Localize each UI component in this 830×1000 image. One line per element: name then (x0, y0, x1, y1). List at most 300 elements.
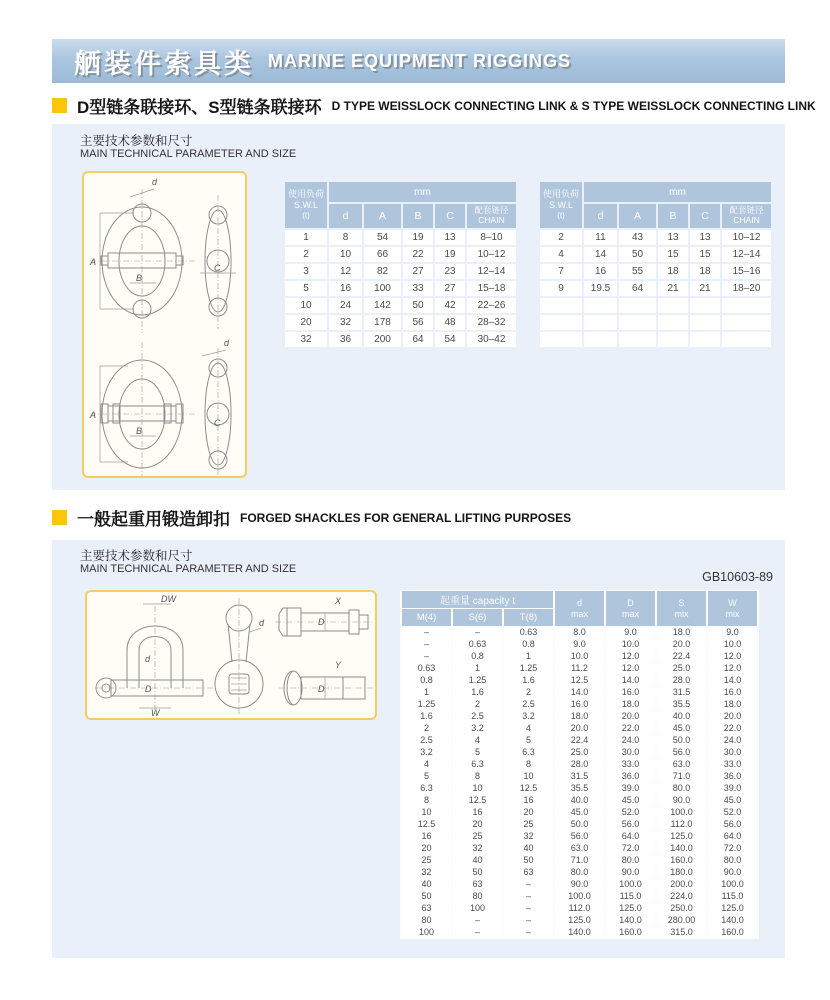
table-cell: 200 (364, 332, 401, 347)
table-row (402, 891, 757, 902)
dim-label-A: A (90, 257, 97, 267)
table-cell: 6.3 (453, 759, 502, 770)
table-row (402, 675, 757, 686)
table-cell: 45.0 (708, 795, 757, 806)
mm-group-header: mm (329, 182, 516, 202)
table-cell: 54 (364, 230, 401, 245)
table-cell: – (453, 627, 502, 638)
table-cell: 66 (364, 247, 401, 262)
table-cell: 10.0 (555, 651, 604, 662)
table-cell: 14.0 (708, 675, 757, 686)
table-cell: 35.5 (657, 699, 706, 710)
table-cell (690, 315, 720, 330)
table-cell: 100.0 (555, 891, 604, 902)
table-cell: 315.0 (657, 927, 706, 938)
table-row (402, 747, 757, 758)
table-cell: 12.0 (606, 651, 655, 662)
table-row (402, 867, 757, 878)
table-row (285, 264, 516, 279)
table-cell: 8.0 (555, 627, 604, 638)
param-label-en: MAIN TECHNICAL PARAMETER AND SIZE (80, 563, 297, 575)
col-header-A: A (619, 204, 656, 228)
table-cell: 5 (453, 747, 502, 758)
table-cell: 250.0 (657, 903, 706, 914)
table-cell: 28.0 (657, 675, 706, 686)
table-cell: 0.63 (402, 663, 451, 674)
table-row (402, 855, 757, 866)
swl-zh: 使用负荷 (542, 189, 579, 200)
table-cell: 4 (540, 247, 582, 262)
table-cell: 13 (658, 230, 688, 245)
table-cell (619, 332, 656, 347)
table-cell (690, 332, 720, 347)
table-row (540, 332, 771, 347)
table-cell: 80 (402, 915, 451, 926)
table-cell (540, 298, 582, 313)
table-cell: 2 (285, 247, 327, 262)
table-row (402, 903, 757, 914)
table-cell: 45.0 (555, 807, 604, 818)
table-cell: 140.0 (708, 915, 757, 926)
table-cell: 10 (329, 247, 362, 262)
table-cell: 8 (504, 759, 553, 770)
table-cell: 6.3 (504, 747, 553, 758)
table-cell: 39.0 (606, 783, 655, 794)
table-cell: 32 (285, 332, 327, 347)
table-cell: 14.0 (555, 687, 604, 698)
table-row (402, 807, 757, 818)
table-cell: 125.0 (555, 915, 604, 926)
table-cell: 33.0 (708, 759, 757, 770)
table-cell: 12.0 (708, 663, 757, 674)
section1-panel (52, 124, 785, 490)
dim-label-B2: B (136, 426, 143, 436)
table-cell: 20 (453, 819, 502, 830)
table-cell (540, 332, 582, 347)
swl-unit: (t) (557, 211, 565, 220)
table-cell: – (453, 927, 502, 938)
swl-en: S.W.L (293, 200, 318, 211)
chain-zh: 配套链径 (474, 205, 509, 216)
table-cell: 16.0 (606, 687, 655, 698)
table-cell: 25 (453, 831, 502, 842)
table-cell: 140.0 (606, 915, 655, 926)
table-cell: 18 (658, 264, 688, 279)
table-cell: 11 (584, 230, 617, 245)
table-row (402, 927, 757, 938)
table-row (285, 281, 516, 296)
table-cell: 80.0 (555, 867, 604, 878)
table-cell: 5 (504, 735, 553, 746)
table-cell: 31.5 (555, 771, 604, 782)
d-type-link-table (283, 180, 518, 349)
dim-label-d2: d (259, 618, 265, 628)
col-header-d-max: d max (555, 591, 604, 626)
table-cell: 52.0 (708, 807, 757, 818)
table-cell: 12.5 (402, 819, 451, 830)
table-cell: 31.5 (657, 687, 706, 698)
table-cell: 2.5 (504, 699, 553, 710)
table-cell: 72.0 (606, 843, 655, 854)
capacity-group-header: 起重量 capacity t (402, 591, 553, 608)
table-cell: 180.0 (657, 867, 706, 878)
table-cell (722, 315, 771, 330)
table-cell: 160.0 (657, 855, 706, 866)
table-cell: 224.0 (657, 891, 706, 902)
swl-header (540, 182, 582, 228)
table-cell: 18.0 (708, 699, 757, 710)
table-cell (584, 332, 617, 347)
table-cell (722, 298, 771, 313)
table-cell: 40 (453, 855, 502, 866)
table-cell: 0.8 (402, 675, 451, 686)
section2-title-en: FORGED SHACKLES FOR GENERAL LIFTING PURPOSES (240, 510, 572, 525)
table-cell: 63.0 (657, 759, 706, 770)
table-cell: 55 (619, 264, 656, 279)
table-cell: 25.0 (657, 663, 706, 674)
section1-title (52, 93, 816, 118)
table-cell: 280.00 (657, 915, 706, 926)
table-cell: 21 (658, 281, 688, 296)
table-cell: 19 (403, 230, 433, 245)
table-cell: 40 (504, 843, 553, 854)
col-header-A: A (364, 204, 401, 228)
table-cell: 2.5 (453, 711, 502, 722)
table-cell: 5 (285, 281, 327, 296)
table-cell: 112.0 (657, 819, 706, 830)
table-cell: 0.63 (453, 639, 502, 650)
table-cell: 100.0 (606, 879, 655, 890)
table-cell: 22 (403, 247, 433, 262)
table-cell: 64.0 (708, 831, 757, 842)
table-row (402, 735, 757, 746)
table-cell: 140.0 (657, 843, 706, 854)
table-cell: 27 (435, 281, 465, 296)
col-header-W-mix: W mix (708, 591, 757, 626)
section2-panel (52, 540, 785, 958)
table-cell: 100 (453, 903, 502, 914)
table-cell (690, 298, 720, 313)
table-cell: 1.6 (453, 687, 502, 698)
table-cell: 10–12 (722, 230, 771, 245)
table-cell: 20.0 (606, 711, 655, 722)
table-cell: 1.25 (453, 675, 502, 686)
table-cell: 13 (690, 230, 720, 245)
table-row (402, 651, 757, 662)
swl-zh: 使用负荷 (287, 189, 324, 200)
table-cell: 1 (504, 651, 553, 662)
table-cell: 15 (658, 247, 688, 262)
col-header-T8: T(8) (504, 609, 553, 626)
table-cell: 178 (364, 315, 401, 330)
table-cell: 45.0 (606, 795, 655, 806)
table-cell: 2 (540, 230, 582, 245)
table-cell: 9.0 (606, 627, 655, 638)
yellow-bullet-icon (52, 98, 67, 113)
table-cell: 39.0 (708, 783, 757, 794)
table-cell: 100 (364, 281, 401, 296)
table-cell: 63.0 (555, 843, 604, 854)
table-cell: 28–32 (467, 315, 516, 330)
table-cell: 3.2 (402, 747, 451, 758)
table-cell: 16 (504, 795, 553, 806)
table-cell: 90.0 (606, 867, 655, 878)
table-cell: 15–16 (722, 264, 771, 279)
dim-label-C2: C (214, 418, 221, 428)
table-cell: 18.0 (606, 699, 655, 710)
table-cell: 80.0 (708, 855, 757, 866)
table-cell: 24.0 (708, 735, 757, 746)
table-row (402, 699, 757, 710)
table-cell: 10 (504, 771, 553, 782)
table-cell: 50 (402, 891, 451, 902)
table-cell: 16 (584, 264, 617, 279)
table-cell: 100.0 (657, 807, 706, 818)
table-cell: 1.25 (504, 663, 553, 674)
table-cell: 16 (402, 831, 451, 842)
dim-label-d49: d (145, 654, 151, 664)
table-cell: 56.0 (606, 819, 655, 830)
connecting-link-drawing (84, 173, 245, 476)
table-cell: 54 (435, 332, 465, 347)
table-cell: 32 (504, 831, 553, 842)
table-cell: 24 (329, 298, 362, 313)
table-cell: 25.0 (555, 747, 604, 758)
table-cell: 48 (435, 315, 465, 330)
section1-title-en: D TYPE WEISSLOCK CONNECTING LINK & S TYPE WEISSLOCK CONNECTING LINK (331, 98, 816, 113)
table-cell: 56.0 (708, 819, 757, 830)
table-cell: 71.0 (555, 855, 604, 866)
table-cell: 32 (402, 867, 451, 878)
table-cell: 1.25 (402, 699, 451, 710)
table-cell: 90.0 (708, 867, 757, 878)
table-cell: 12 (329, 264, 362, 279)
table-row (540, 315, 771, 330)
shackle-table (400, 590, 759, 939)
col-header-C: C (690, 204, 720, 228)
table-cell: 3.2 (453, 723, 502, 734)
table-cell: 36 (329, 332, 362, 347)
yellow-bullet-icon (52, 510, 67, 525)
dim-label-D3: D (318, 684, 325, 694)
table-cell: 50 (403, 298, 433, 313)
table-row (402, 831, 757, 842)
table-cell: 160.0 (606, 927, 655, 938)
section2-title (52, 505, 812, 530)
table-cell: 1.6 (504, 675, 553, 686)
table-cell: 50.0 (657, 735, 706, 746)
table-cell: 20.0 (555, 723, 604, 734)
table-row (285, 247, 516, 262)
section1-title-zh: D型链条联接环、S型链条联接环 (77, 98, 322, 117)
table-cell (658, 315, 688, 330)
shackle-drawing (87, 592, 375, 718)
col-header-d: d (329, 204, 362, 228)
table-cell: 25 (402, 855, 451, 866)
mm-group-header: mm (584, 182, 771, 202)
table-cell: – (453, 915, 502, 926)
table-cell (584, 298, 617, 313)
table-cell: 40.0 (657, 711, 706, 722)
chain-en: CHAIN (733, 215, 760, 225)
table-cell: – (402, 627, 451, 638)
table-cell: 12–14 (722, 247, 771, 262)
table-cell: 63 (453, 879, 502, 890)
table-cell: 50 (453, 867, 502, 878)
table-cell: 20.0 (657, 639, 706, 650)
table-cell: 18.0 (657, 627, 706, 638)
table-cell (584, 315, 617, 330)
table-cell: 9.0 (555, 639, 604, 650)
table-cell: 56.0 (555, 831, 604, 842)
table-cell: – (504, 879, 553, 890)
table-row (402, 711, 757, 722)
table-cell: 56.0 (657, 747, 706, 758)
table-cell: 20.0 (708, 711, 757, 722)
swl-en: S.W.L (548, 200, 573, 211)
table-cell: 22–26 (467, 298, 516, 313)
table-cell (619, 298, 656, 313)
col-header-B: B (658, 204, 688, 228)
table-cell: 16.0 (708, 687, 757, 698)
table-row (402, 879, 757, 890)
table-cell: 8 (402, 795, 451, 806)
chain-header (467, 204, 516, 228)
table-row (402, 639, 757, 650)
table-row (540, 230, 771, 245)
table-cell: 15–18 (467, 281, 516, 296)
table-cell: 12.5 (453, 795, 502, 806)
page-banner (52, 39, 785, 83)
col-header-C: C (435, 204, 465, 228)
table-row (402, 915, 757, 926)
param-label-zh: 主要技术参数和尺寸 (80, 134, 193, 148)
table-cell: 33.0 (606, 759, 655, 770)
table-row (285, 298, 516, 313)
swl-unit: (t) (302, 211, 310, 220)
dim-label-D: D (145, 684, 152, 694)
table-cell: 52.0 (606, 807, 655, 818)
table-row (402, 783, 757, 794)
table-cell: 12.0 (606, 663, 655, 674)
table-cell: 20 (402, 843, 451, 854)
table-cell (722, 332, 771, 347)
table-cell: 22.0 (708, 723, 757, 734)
table-cell: 64 (619, 281, 656, 296)
table-cell: 80 (453, 891, 502, 902)
table-cell: 35.5 (555, 783, 604, 794)
dim-label-C: C (214, 263, 221, 273)
table-cell: 63 (402, 903, 451, 914)
table-cell: 18 (690, 264, 720, 279)
table-row (402, 723, 757, 734)
table-cell: 115.0 (606, 891, 655, 902)
table-cell: 82 (364, 264, 401, 279)
table-row (402, 819, 757, 830)
table-cell: 1 (453, 663, 502, 674)
table-cell: 90.0 (657, 795, 706, 806)
table-cell: 4 (402, 759, 451, 770)
table-cell: 64.0 (606, 831, 655, 842)
table-cell: 100 (402, 927, 451, 938)
col-header-D-max: D max (606, 591, 655, 626)
table-row (285, 332, 516, 347)
table-cell (658, 298, 688, 313)
connecting-link-drawing-box (82, 171, 247, 478)
table-cell: 28.0 (555, 759, 604, 770)
table-cell: 0.8 (453, 651, 502, 662)
table-row (540, 247, 771, 262)
table-cell: 1 (285, 230, 327, 245)
col-header-M4: M(4) (402, 609, 451, 626)
dim-label-d: d (152, 177, 158, 187)
dim-label-A2: A (90, 410, 97, 420)
table-row (402, 663, 757, 674)
table-cell: 12.5 (504, 783, 553, 794)
table-cell: 45.0 (657, 723, 706, 734)
table-cell: 19 (435, 247, 465, 262)
table-cell: 40 (402, 879, 451, 890)
table-cell: 32 (453, 843, 502, 854)
table-cell: 22.4 (555, 735, 604, 746)
banner-title-en: MARINE EQUIPMENT RIGGINGS (268, 50, 572, 71)
table-cell: 3.2 (504, 711, 553, 722)
table-cell: 12.5 (555, 675, 604, 686)
table-cell: 2 (402, 723, 451, 734)
table-row (402, 771, 757, 782)
table-cell: – (402, 651, 451, 662)
table-cell: 115.0 (708, 891, 757, 902)
col-header-d: d (584, 204, 617, 228)
shackle-drawing-box (85, 590, 377, 720)
table-cell: 0.63 (504, 627, 553, 638)
dim-label-D2: D (318, 617, 325, 627)
table-cell: 4 (453, 735, 502, 746)
table-cell: 30–42 (467, 332, 516, 347)
table-cell: – (504, 903, 553, 914)
table-cell: 12.0 (708, 651, 757, 662)
table-cell: 19.5 (584, 281, 617, 296)
table-cell: 10–12 (467, 247, 516, 262)
table-cell: 15 (690, 247, 720, 262)
table-cell: 125.0 (657, 831, 706, 842)
table-cell: 160.0 (708, 927, 757, 938)
table-cell: 80.0 (606, 855, 655, 866)
table-row (285, 315, 516, 330)
table-cell: 30.0 (708, 747, 757, 758)
table-row (402, 627, 757, 638)
param-label-zh: 主要技术参数和尺寸 (80, 549, 193, 563)
col-header-S-mix: S mix (657, 591, 706, 626)
table-cell: 11.2 (555, 663, 604, 674)
swl-header (285, 182, 327, 228)
chain-zh: 配套链径 (729, 205, 764, 216)
table-cell: 2.5 (402, 735, 451, 746)
table-cell: 27 (403, 264, 433, 279)
table-cell: 50 (504, 855, 553, 866)
table-cell: 36.0 (708, 771, 757, 782)
table-cell: 63 (504, 867, 553, 878)
table-cell: – (504, 915, 553, 926)
table-cell (540, 315, 582, 330)
table-cell: 3 (285, 264, 327, 279)
table-cell: 56 (403, 315, 433, 330)
standard-number: GB10603-89 (702, 570, 773, 584)
table-row (540, 264, 771, 279)
dim-label-DW: DW (161, 594, 176, 604)
table-cell: 71.0 (657, 771, 706, 782)
table-row (402, 759, 757, 770)
